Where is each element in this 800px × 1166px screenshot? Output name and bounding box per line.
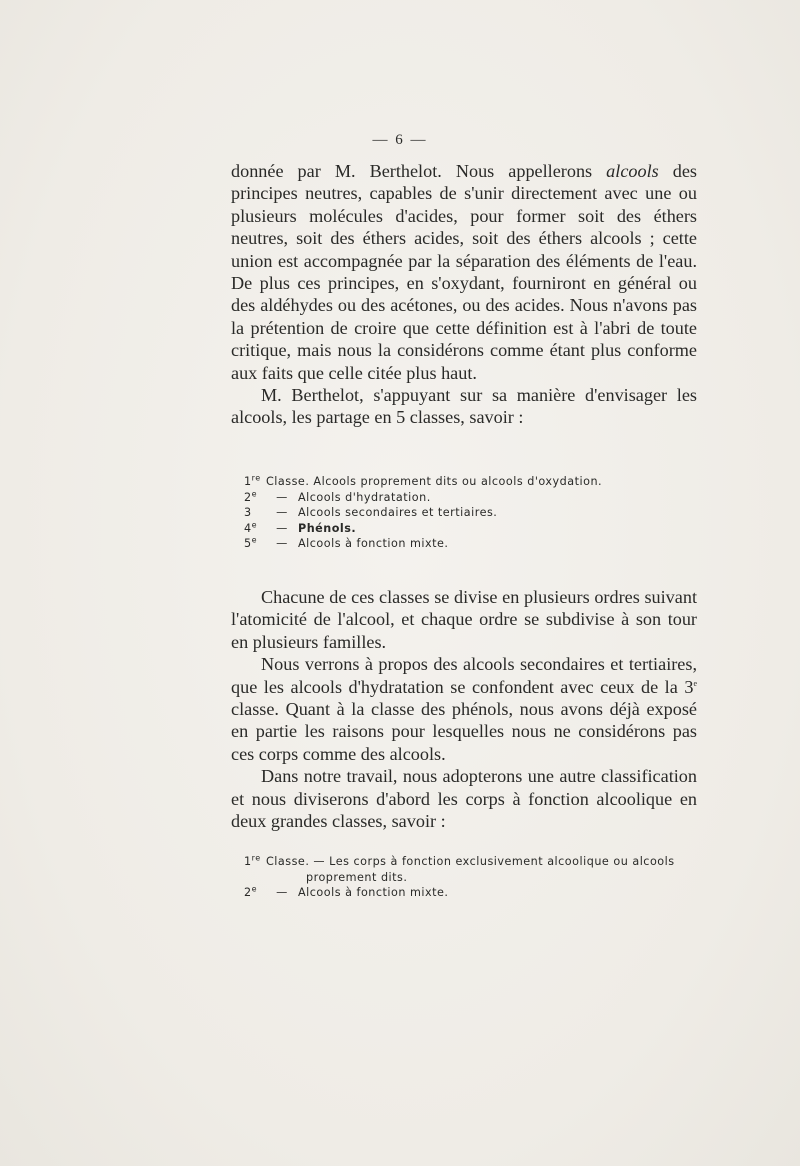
list-item: 4e — Phénols. — [244, 520, 357, 535]
author-class-list — [244, 854, 704, 901]
list-item: 3 — Alcools secondaires et tertiaires. — [244, 506, 498, 520]
list-item: 1re Classe. — Les corps à fonction exclusivement alcoolique ou alcools — [244, 853, 675, 868]
list-item-text: Alcools à fonction mixte. — [298, 886, 449, 900]
list-item-text: Phénols. — [298, 521, 357, 535]
list-item-text: Classe. — Les corps à fonction exclusivement alcoolique ou alcools — [266, 855, 675, 868]
paragraph-berthelot-classes: M. Berthelot, s'appuyant sur sa manière d'envisager les alcools, les partage en 5 classes, savoir : — [231, 385, 697, 428]
list-item-continuation: proprement dits. — [306, 870, 408, 884]
paragraph-phenols: Nous verrons à propos des alcools secondaires et tertiaires, que les alcools d'hydratation se confondent avec ceux de la 3e classe. Quant à la classe des phénols, nous avons déjà exposé en partie les raisons pour lesquelles nous ne considérons pas ces corps comme des alcools. — [231, 654, 697, 764]
paragraph-new-classification: Dans notre travail, nous adopterons une autre classification et nous diviserons d'abord les corps à fonction alcoolique en deux grandes classes, savoir : — [231, 766, 697, 832]
list-item: 5e — Alcools à fonction mixte. — [244, 535, 449, 551]
paragraph-text: classe. Quant à la classe des phénols, nous avons déjà exposé en partie les raisons pour lesquelles nous ne considérons pas ces corps comme des alcools. — [231, 699, 697, 764]
berthelot-class-list — [244, 474, 704, 552]
list-item: 2e — Alcools à fonction mixte. — [244, 884, 449, 900]
list-item: 1re Classe. Alcools proprement dits ou alcools d'oxydation. — [244, 473, 603, 488]
paragraph-definition — [231, 160, 697, 384]
paragraph-text: des principes neutres, capables de s'unir directement avec une ou plusieurs molécules d'acides, pour former soit des éthers neutres, soit des éthers acides, soit des éthers alcools ; cette union est accompagnée par la séparation des éléments de l'eau. De plus ces principes, en s'oxydant, fourniront en général ou des aldéhydes ou des acétones, ou des acides. Nous n'avons pas la prétention de croire que cette définition est à l'abri de toute critique, mais nous la considérons comme étant plus conforme aux faits que celle citée plus haut. — [231, 161, 698, 383]
paragraph-orders: Chacune de ces classes se divise en plusieurs ordres suivant l'atomicité de l'alcool, et chaque ordre se subdivise à son tour en plusieurs familles. — [231, 587, 697, 652]
list-item-text: Alcools secondaires et tertiaires. — [298, 506, 498, 520]
list-item-text: Classe. Alcools proprement dits ou alcools d'oxydation. — [266, 475, 603, 488]
emphasis-term: alcools — [606, 161, 659, 181]
list-item-text: Alcools à fonction mixte. — [298, 537, 449, 551]
paragraph-text: donnée par M. Berthelot. Nous appellerons — [231, 161, 607, 181]
page-number: — 6 — — [372, 132, 428, 148]
text-block-intro — [231, 160, 697, 429]
list-item-text: Alcools d'hydratation. — [298, 490, 431, 504]
list-item: 2e — Alcools d'hydratation. — [244, 488, 431, 504]
text-block-middle — [231, 586, 697, 832]
paragraph-text: Nous verrons à propos des alcools secondaires et tertiaires, que les alcools d'hydratation se confondent avec ceux de la 3 — [231, 654, 697, 697]
